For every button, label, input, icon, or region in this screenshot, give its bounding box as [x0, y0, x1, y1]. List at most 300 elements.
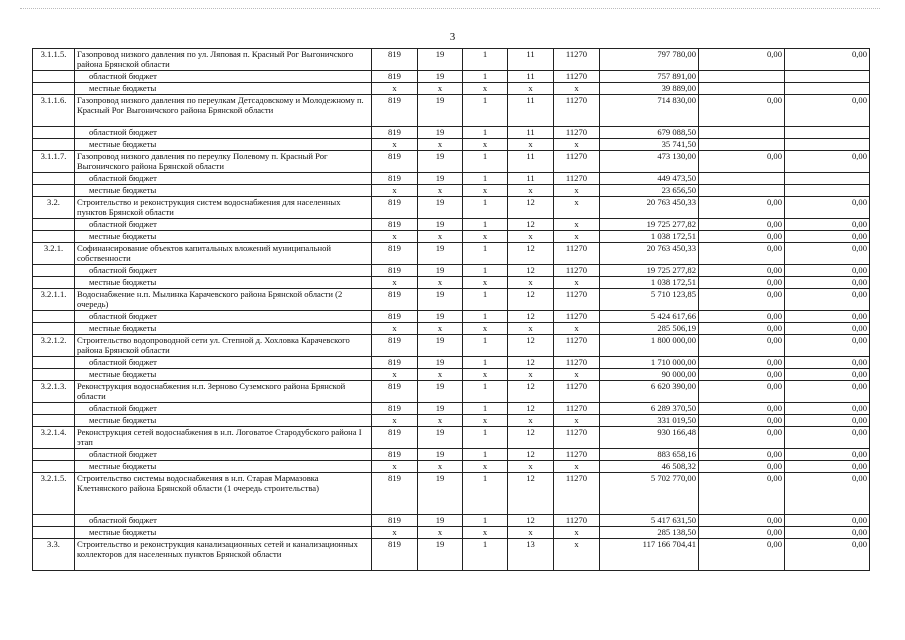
amount-year2: 0,00	[699, 49, 785, 71]
amount-year3: 0,00	[785, 427, 870, 449]
code-measure: 12	[508, 449, 554, 461]
amount-year3: 0,00	[785, 219, 870, 231]
amount-year1: 5 710 123,85	[600, 289, 699, 311]
code-subprogram: 1	[463, 515, 508, 527]
code-ministry: 819	[372, 311, 418, 323]
header-scan-line	[20, 8, 880, 19]
code-direction: 11270	[554, 49, 600, 71]
amount-year3	[785, 71, 870, 83]
code-program: 19	[418, 539, 463, 571]
code-measure: 11	[508, 71, 554, 83]
row-number	[33, 461, 75, 473]
amount-year3: 0,00	[785, 449, 870, 461]
code-program: x	[418, 185, 463, 197]
amount-year3: 0,00	[785, 403, 870, 415]
code-subprogram: 1	[463, 95, 508, 127]
amount-year3: 0,00	[785, 231, 870, 243]
code-subprogram: 1	[463, 403, 508, 415]
row-name: местные бюджеты	[75, 231, 372, 243]
table-subrow	[33, 357, 870, 369]
row-name: областной бюджет	[75, 357, 372, 369]
code-ministry: x	[372, 527, 418, 539]
code-program: 19	[418, 515, 463, 527]
row-number	[33, 277, 75, 289]
code-ministry: x	[372, 231, 418, 243]
code-program: 19	[418, 289, 463, 311]
code-ministry: 819	[372, 71, 418, 83]
amount-year2: 0,00	[699, 427, 785, 449]
amount-year2: 0,00	[699, 335, 785, 357]
amount-year3: 0,00	[785, 539, 870, 571]
code-direction: 11270	[554, 71, 600, 83]
amount-year3: 0,00	[785, 197, 870, 219]
code-subprogram: 1	[463, 381, 508, 403]
table-row	[33, 335, 870, 357]
amount-year3	[785, 83, 870, 95]
row-name: областной бюджет	[75, 265, 372, 277]
amount-year2: 0,00	[699, 449, 785, 461]
amount-year2: 0,00	[699, 289, 785, 311]
code-program: 19	[418, 49, 463, 71]
amount-year2: 0,00	[699, 381, 785, 403]
code-ministry: 819	[372, 473, 418, 515]
amount-year3: 0,00	[785, 335, 870, 357]
code-subprogram: 1	[463, 173, 508, 185]
row-name: Строительство водопроводной сети ул. Степной д. Хохловка Карачевского района Брянской области	[75, 335, 372, 357]
table-subrow	[33, 527, 870, 539]
code-subprogram: 1	[463, 449, 508, 461]
amount-year2: 0,00	[699, 323, 785, 335]
amount-year2: 0,00	[699, 403, 785, 415]
amount-year2	[699, 83, 785, 95]
code-program: x	[418, 369, 463, 381]
table-row	[33, 381, 870, 403]
code-measure: x	[508, 369, 554, 381]
row-number: 3.3.	[33, 539, 75, 571]
row-name: областной бюджет	[75, 219, 372, 231]
amount-year1: 797 780,00	[600, 49, 699, 71]
amount-year3: 0,00	[785, 527, 870, 539]
code-ministry: 819	[372, 265, 418, 277]
code-measure: 12	[508, 219, 554, 231]
code-measure: 11	[508, 151, 554, 173]
code-direction: x	[554, 369, 600, 381]
code-measure: x	[508, 139, 554, 151]
code-measure: 11	[508, 173, 554, 185]
amount-year3: 0,00	[785, 357, 870, 369]
table-subrow	[33, 231, 870, 243]
amount-year1: 20 763 450,33	[600, 243, 699, 265]
code-direction: x	[554, 527, 600, 539]
amount-year2: 0,00	[699, 151, 785, 173]
code-ministry: 819	[372, 197, 418, 219]
code-program: 19	[418, 381, 463, 403]
code-measure: 12	[508, 357, 554, 369]
amount-year2: 0,00	[699, 95, 785, 127]
table-subrow	[33, 185, 870, 197]
amount-year1: 331 019,50	[600, 415, 699, 427]
table-subrow	[33, 403, 870, 415]
code-direction: 11270	[554, 335, 600, 357]
code-subprogram: x	[463, 185, 508, 197]
code-measure: x	[508, 323, 554, 335]
amount-year1: 883 658,16	[600, 449, 699, 461]
row-name: Строительство системы водоснабжения в н.п. Старая Мармазовка Клетнянского района Брянской области (1 очередь строительства)	[75, 473, 372, 515]
table-subrow	[33, 415, 870, 427]
amount-year3: 0,00	[785, 461, 870, 473]
amount-year3	[785, 127, 870, 139]
code-subprogram: x	[463, 323, 508, 335]
row-name: местные бюджеты	[75, 185, 372, 197]
code-subprogram: 1	[463, 219, 508, 231]
code-measure: x	[508, 83, 554, 95]
amount-year3: 0,00	[785, 151, 870, 173]
code-measure: 13	[508, 539, 554, 571]
amount-year3: 0,00	[785, 323, 870, 335]
table-subrow	[33, 83, 870, 95]
table-row	[33, 539, 870, 571]
code-program: 19	[418, 403, 463, 415]
code-subprogram: x	[463, 83, 508, 95]
amount-year2: 0,00	[699, 539, 785, 571]
amount-year2: 0,00	[699, 357, 785, 369]
amount-year1: 757 891,00	[600, 71, 699, 83]
code-direction: 11270	[554, 403, 600, 415]
code-direction: x	[554, 323, 600, 335]
code-direction: 11270	[554, 151, 600, 173]
row-name: Реконструкция сетей водоснабжения в н.п. Логоватое Стародубского района I этап	[75, 427, 372, 449]
code-measure: 12	[508, 311, 554, 323]
code-program: x	[418, 461, 463, 473]
table-subrow	[33, 461, 870, 473]
code-program: 19	[418, 219, 463, 231]
row-number: 3.2.1.5.	[33, 473, 75, 515]
row-number: 3.2.1.1.	[33, 289, 75, 311]
amount-year1: 6 620 390,00	[600, 381, 699, 403]
budget-table	[32, 48, 870, 571]
row-number: 3.1.1.5.	[33, 49, 75, 71]
code-ministry: 819	[372, 219, 418, 231]
code-measure: 11	[508, 49, 554, 71]
code-direction: 11270	[554, 427, 600, 449]
amount-year1: 90 000,00	[600, 369, 699, 381]
amount-year2: 0,00	[699, 219, 785, 231]
code-measure: 12	[508, 265, 554, 277]
page-number: 3	[449, 31, 456, 43]
code-program: x	[418, 83, 463, 95]
amount-year1: 23 656,50	[600, 185, 699, 197]
row-number	[33, 369, 75, 381]
code-program: 19	[418, 473, 463, 515]
amount-year3	[785, 139, 870, 151]
amount-year2: 0,00	[699, 415, 785, 427]
code-ministry: 819	[372, 449, 418, 461]
amount-year1: 285 138,50	[600, 527, 699, 539]
code-program: 19	[418, 197, 463, 219]
amount-year2: 0,00	[699, 473, 785, 515]
amount-year1: 20 763 450,33	[600, 197, 699, 219]
table-row	[33, 197, 870, 219]
row-number	[33, 403, 75, 415]
row-name: Софинансирование объектов капитальных вложений муниципальной собственности	[75, 243, 372, 265]
amount-year2	[699, 173, 785, 185]
row-name: местные бюджеты	[75, 277, 372, 289]
code-measure: 12	[508, 243, 554, 265]
amount-year2: 0,00	[699, 461, 785, 473]
row-number	[33, 311, 75, 323]
code-program: 19	[418, 311, 463, 323]
code-ministry: 819	[372, 335, 418, 357]
code-program: 19	[418, 335, 463, 357]
table-row	[33, 289, 870, 311]
row-name: Газопровод низкого давления по ул. Ляповая п. Красный Рог Выгоничского района Брянской области	[75, 49, 372, 71]
amount-year2: 0,00	[699, 277, 785, 289]
code-program: 19	[418, 127, 463, 139]
code-measure: x	[508, 527, 554, 539]
code-direction: 11270	[554, 95, 600, 127]
code-ministry: x	[372, 83, 418, 95]
row-number: 3.1.1.7.	[33, 151, 75, 173]
amount-year3	[785, 173, 870, 185]
code-direction: 11270	[554, 265, 600, 277]
amount-year1: 35 741,50	[600, 139, 699, 151]
row-number	[33, 185, 75, 197]
row-number	[33, 83, 75, 95]
code-direction: x	[554, 231, 600, 243]
code-direction: 11270	[554, 243, 600, 265]
code-subprogram: x	[463, 139, 508, 151]
table-row	[33, 151, 870, 173]
amount-year3: 0,00	[785, 265, 870, 277]
code-subprogram: 1	[463, 311, 508, 323]
row-name: местные бюджеты	[75, 415, 372, 427]
amount-year1: 5 417 631,50	[600, 515, 699, 527]
row-number	[33, 527, 75, 539]
code-subprogram: 1	[463, 151, 508, 173]
amount-year1: 285 506,19	[600, 323, 699, 335]
code-program: x	[418, 415, 463, 427]
amount-year2: 0,00	[699, 527, 785, 539]
code-program: x	[418, 139, 463, 151]
amount-year2	[699, 139, 785, 151]
row-number: 3.2.	[33, 197, 75, 219]
row-number	[33, 265, 75, 277]
amount-year1: 5 702 770,00	[600, 473, 699, 515]
amount-year1: 449 473,50	[600, 173, 699, 185]
row-name: областной бюджет	[75, 449, 372, 461]
table-subrow	[33, 173, 870, 185]
code-direction: 11270	[554, 127, 600, 139]
row-name: областной бюджет	[75, 127, 372, 139]
code-direction: 11270	[554, 473, 600, 515]
row-number	[33, 127, 75, 139]
code-ministry: 819	[372, 289, 418, 311]
amount-year1: 6 289 370,50	[600, 403, 699, 415]
code-ministry: x	[372, 415, 418, 427]
row-number: 3.1.1.6.	[33, 95, 75, 127]
code-ministry: 819	[372, 539, 418, 571]
row-number	[33, 449, 75, 461]
code-subprogram: x	[463, 461, 508, 473]
code-measure: 12	[508, 515, 554, 527]
code-direction: x	[554, 539, 600, 571]
code-subprogram: 1	[463, 473, 508, 515]
code-measure: 12	[508, 403, 554, 415]
amount-year2: 0,00	[699, 231, 785, 243]
code-subprogram: x	[463, 415, 508, 427]
amount-year1: 1 038 172,51	[600, 277, 699, 289]
code-ministry: 819	[372, 243, 418, 265]
code-subprogram: x	[463, 231, 508, 243]
code-direction: 11270	[554, 357, 600, 369]
code-ministry: x	[372, 185, 418, 197]
amount-year3: 0,00	[785, 381, 870, 403]
code-ministry: x	[372, 369, 418, 381]
amount-year2	[699, 127, 785, 139]
row-number: 3.2.1.3.	[33, 381, 75, 403]
row-name: областной бюджет	[75, 311, 372, 323]
amount-year3	[785, 185, 870, 197]
code-direction: x	[554, 461, 600, 473]
amount-year2	[699, 71, 785, 83]
code-ministry: 819	[372, 151, 418, 173]
code-program: 19	[418, 265, 463, 277]
row-name: областной бюджет	[75, 173, 372, 185]
amount-year1: 19 725 277,82	[600, 219, 699, 231]
code-subprogram: 1	[463, 49, 508, 71]
amount-year3: 0,00	[785, 49, 870, 71]
amount-year3: 0,00	[785, 311, 870, 323]
code-ministry: 819	[372, 127, 418, 139]
row-name: Строительство и реконструкция систем водоснабжения для населенных пунктов Брянской области	[75, 197, 372, 219]
table-subrow	[33, 323, 870, 335]
code-direction: 11270	[554, 381, 600, 403]
table-subrow	[33, 71, 870, 83]
table-row	[33, 427, 870, 449]
code-program: 19	[418, 449, 463, 461]
row-name: местные бюджеты	[75, 461, 372, 473]
amount-year2: 0,00	[699, 515, 785, 527]
amount-year1: 473 130,00	[600, 151, 699, 173]
code-measure: 12	[508, 197, 554, 219]
row-name: местные бюджеты	[75, 323, 372, 335]
code-program: 19	[418, 151, 463, 173]
row-number	[33, 71, 75, 83]
code-program: x	[418, 231, 463, 243]
code-measure: 12	[508, 289, 554, 311]
code-subprogram: 1	[463, 127, 508, 139]
code-measure: x	[508, 277, 554, 289]
code-subprogram: 1	[463, 427, 508, 449]
code-ministry: 819	[372, 173, 418, 185]
code-direction: x	[554, 83, 600, 95]
row-name: областной бюджет	[75, 71, 372, 83]
code-direction: x	[554, 219, 600, 231]
code-measure: 12	[508, 473, 554, 515]
code-ministry: 819	[372, 49, 418, 71]
code-direction: x	[554, 139, 600, 151]
table-subrow	[33, 265, 870, 277]
row-name: местные бюджеты	[75, 527, 372, 539]
amount-year3: 0,00	[785, 289, 870, 311]
code-subprogram: x	[463, 369, 508, 381]
table-subrow	[33, 449, 870, 461]
code-measure: 12	[508, 381, 554, 403]
amount-year3: 0,00	[785, 243, 870, 265]
code-measure: 12	[508, 335, 554, 357]
code-direction: 11270	[554, 449, 600, 461]
code-program: x	[418, 527, 463, 539]
code-direction: 11270	[554, 173, 600, 185]
row-number	[33, 323, 75, 335]
amount-year3: 0,00	[785, 95, 870, 127]
amount-year1: 5 424 617,66	[600, 311, 699, 323]
code-subprogram: 1	[463, 335, 508, 357]
code-subprogram: x	[463, 527, 508, 539]
code-ministry: 819	[372, 403, 418, 415]
table-subrow	[33, 219, 870, 231]
code-measure: 11	[508, 127, 554, 139]
amount-year2: 0,00	[699, 311, 785, 323]
code-subprogram: 1	[463, 539, 508, 571]
row-number: 3.2.1.4.	[33, 427, 75, 449]
amount-year1: 1 800 000,00	[600, 335, 699, 357]
row-number: 3.2.1.2.	[33, 335, 75, 357]
row-number	[33, 415, 75, 427]
code-program: 19	[418, 95, 463, 127]
code-measure: 12	[508, 427, 554, 449]
code-ministry: 819	[372, 381, 418, 403]
row-name: Строительство и реконструкция канализационных сетей и канализационных коллекторов для населенных пунктов Брянской области	[75, 539, 372, 571]
code-subprogram: 1	[463, 289, 508, 311]
code-direction: 11270	[554, 515, 600, 527]
code-measure: x	[508, 185, 554, 197]
amount-year1: 714 830,00	[600, 95, 699, 127]
row-name: Водоснабжение н.п. Мылинка Карачевского района Брянской области (2 очередь)	[75, 289, 372, 311]
code-program: x	[418, 323, 463, 335]
amount-year3: 0,00	[785, 415, 870, 427]
table-subrow	[33, 127, 870, 139]
code-program: 19	[418, 71, 463, 83]
code-program: x	[418, 277, 463, 289]
amount-year2	[699, 185, 785, 197]
table-row	[33, 95, 870, 127]
row-name: областной бюджет	[75, 403, 372, 415]
table-subrow	[33, 139, 870, 151]
row-name: Газопровод низкого давления по переулкам Детсадовскому и Молодежному п. Красный Рог Выгоничского района Брянской области	[75, 95, 372, 127]
code-subprogram: 1	[463, 71, 508, 83]
table-row	[33, 49, 870, 71]
code-ministry: x	[372, 461, 418, 473]
row-number: 3.2.1.	[33, 243, 75, 265]
code-subprogram: x	[463, 277, 508, 289]
code-direction: x	[554, 197, 600, 219]
row-name: областной бюджет	[75, 515, 372, 527]
code-direction: x	[554, 185, 600, 197]
amount-year3: 0,00	[785, 369, 870, 381]
row-number	[33, 357, 75, 369]
table-subrow	[33, 515, 870, 527]
code-ministry: x	[372, 139, 418, 151]
code-measure: 11	[508, 95, 554, 127]
amount-year1: 1 710 000,00	[600, 357, 699, 369]
code-program: 19	[418, 173, 463, 185]
amount-year1: 19 725 277,82	[600, 265, 699, 277]
amount-year2: 0,00	[699, 369, 785, 381]
code-direction: 11270	[554, 311, 600, 323]
row-name: местные бюджеты	[75, 83, 372, 95]
code-subprogram: 1	[463, 243, 508, 265]
